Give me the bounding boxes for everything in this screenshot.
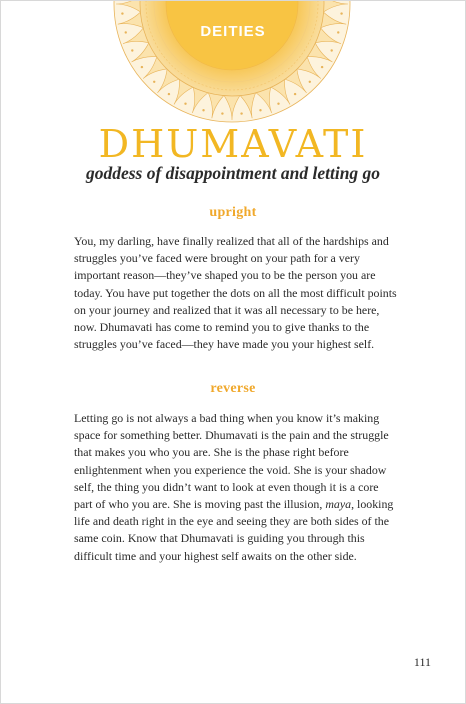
mandala-ornament	[111, 0, 353, 125]
mandala-dot	[184, 102, 186, 104]
italic-term: maya	[325, 497, 352, 512]
upright-line: struggles you’ve faced—they have made you your highest self.	[74, 337, 375, 352]
reverse-paragraph	[74, 410, 404, 565]
upright-line: now. Dhumavati has come to remind you to give thanks to the	[74, 320, 370, 335]
mandala-dot	[221, 112, 223, 114]
upright-line: struggles you’ve faced were brought on your path for a very	[74, 251, 360, 266]
upright-line: on your journey and realized that it was all necessary to be here,	[74, 302, 380, 317]
reverse-line: space for something better. Dhumavati is the pain and the struggle	[74, 428, 389, 443]
reverse-line-text: , looking	[351, 497, 394, 512]
mandala-dot	[321, 66, 323, 68]
reverse-heading: reverse	[210, 381, 256, 396]
mandala-dot	[277, 102, 279, 104]
reverse-line: that makes you who you are. She is the phase right before	[74, 445, 349, 460]
mandala-dot	[202, 109, 204, 111]
card-subtitle: goddess of disappointment and letting go	[85, 163, 381, 183]
mandala-dot	[131, 49, 133, 51]
mandala-dot	[330, 49, 332, 51]
upright-line: today. You have put together the dots on all the most difficult points	[74, 285, 397, 300]
reverse-line: difficult time and your highest self awaits on the other side.	[74, 548, 357, 563]
mandala-dot	[309, 81, 311, 83]
mandala-dot	[340, 12, 342, 14]
page-number: 111	[413, 655, 431, 669]
mandala-dot	[121, 12, 123, 14]
upright-line: You, my darling, have finally realized that all of the hardships and	[74, 234, 389, 248]
reverse-line: enlightenment when you experience the void. She is your shadow	[74, 462, 387, 477]
card-title: DHUMAVATI	[98, 122, 368, 166]
mandala-dot	[240, 112, 242, 114]
reverse-line	[74, 496, 404, 513]
reverse-line: self, the thing you didn’t want to look at even though it is a core	[74, 479, 379, 494]
reverse-line: same coin. Know that Dhumavati is guiding you through this	[74, 531, 365, 546]
mandala-dot	[259, 109, 261, 111]
mandala-dot	[168, 93, 170, 95]
mandala-dot	[294, 93, 296, 95]
upright-line: important reason—they’ve shaped you to be the person you are	[74, 268, 376, 283]
upright-paragraph	[74, 233, 404, 353]
reverse-line-text: part of who you are. She is moving past the illusion,	[74, 497, 326, 512]
reverse-line: Letting go is not always a bad thing when you know it’s making	[74, 411, 380, 425]
reverse-line: life and death right in the eye and seeing they are both sides of the	[74, 514, 389, 529]
category-label: DEITIES	[200, 23, 266, 40]
mandala-dot	[153, 81, 155, 83]
upright-heading: upright	[209, 205, 257, 220]
mandala-dot	[141, 66, 143, 68]
